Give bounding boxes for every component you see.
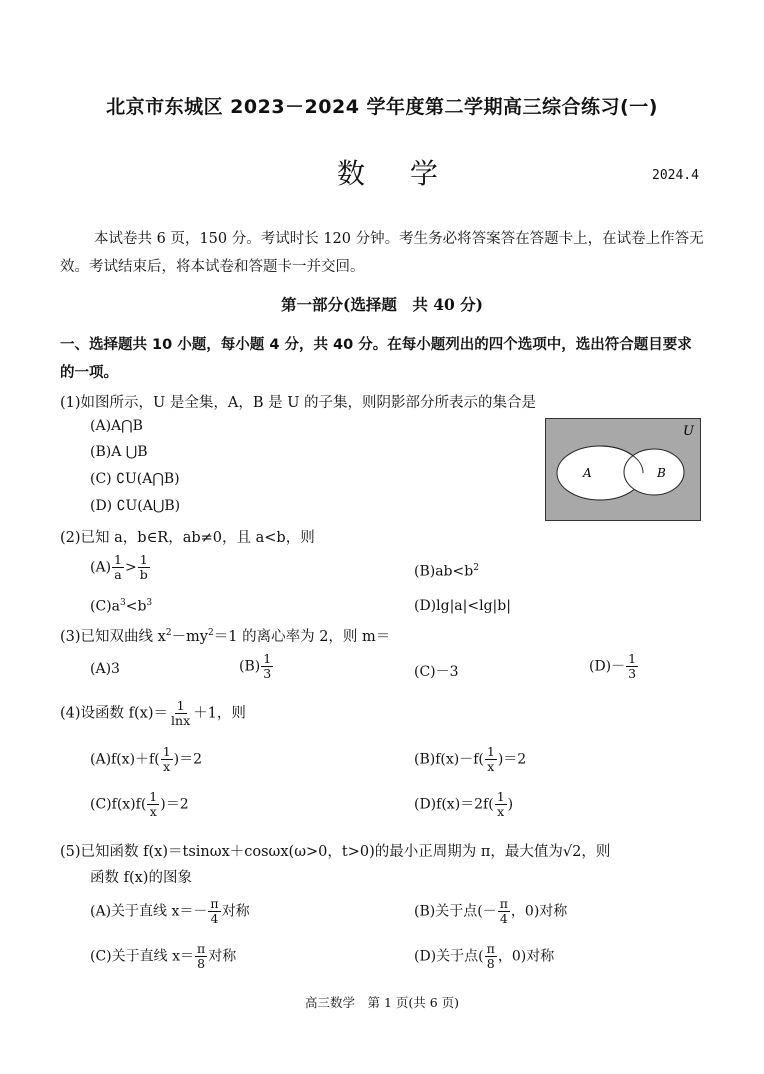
q2-option-a: (A) $\frac{1}{a}$ > $\frac{1}{b}$ [90,552,148,582]
q1-option-d: (D) ∁U(A⋃B) [90,498,181,514]
q4-stem: (4)设函数 f(x)＝ $\frac{1}{\ln x}$ ＋1，则 [60,698,246,728]
q4-option-b: (B)f(x)－f( $\frac{1}{x}$ )＝2 [414,744,527,774]
page-footer: 高三数学 第 1 页(共 6 页) [304,995,460,1010]
q5-option-c: (C)关于直线 x＝ $\frac{\pi}{8}$ 对称 [90,941,237,971]
section-instructions: 一、选择题共 10 小题，每小题 4 分，共 40 分。在每小题列出的四个选项中，选出符合题目要求的一项。 [60,337,692,381]
q5-option-a: (A)关于直线 x＝－ $\frac{\pi}{4}$ 对称 [90,896,250,926]
q2-option-b: $(B)ab<b^2$ [414,563,479,580]
q5-option-b: (B)关于点(－ $\frac{\pi}{4}$ ，0)对称 [414,896,568,926]
q3-option-d: (D)－ $\frac{1}{3}$ [589,651,637,681]
venn-svg [546,419,700,520]
q1-option-c: (C) ∁U(A⋂B) [90,471,180,487]
q5-stem-line1: (5)已知函数 f(x)＝tsinωx＋cosωx(ω>0，t>0)的最小正周期为 π，最大值为√2，则 [60,844,611,860]
q3-option-b: (B) $\frac{1}{3}$ [239,651,272,681]
exam-date: 2024.4 [652,168,699,183]
exam-title: 北京市东城区 2023－2024 学年度第二学期高三综合练习(一) [106,96,658,118]
q4-option-a: (A)f(x)＋f( $\frac{1}{x}$ )＝2 [90,744,203,774]
q1-option-a: (A)A⋂B [90,418,143,434]
part-heading: 第一部分(选择题 共 40 分) [280,295,484,314]
q5-option-d: (D)关于点( $\frac{\pi}{8}$ ，0)对称 [414,941,555,971]
subject-title: 数 学 [337,157,456,190]
q3-stem: (3)已知双曲线 $x^2-my^2=1$ 的离心率为 2，则 m＝ [60,628,391,645]
q2-stem: (2)已知 a，b∈R，ab≠0，且 a<b，则 [60,530,315,546]
q4-option-c: (C)f(x)f( $\frac{1}{x}$ )＝2 [90,789,189,819]
q5-stem-line2: 函数 f(x)的图象 [90,870,192,886]
q3-option-a: (A)3 [90,661,120,677]
q1-option-b: (B)A ⋃B [90,444,148,460]
q4-option-d: (D)f(x)＝2f( $\frac{1}{x}$ ) [414,789,514,819]
venn-diagram [545,418,701,521]
venn-label-a: A [583,466,592,480]
q2-option-c: $(C)a^3<b^3$ [90,598,153,615]
venn-label-u: U [683,424,694,439]
venn-label-b: B [657,466,666,480]
q1-stem: (1)如图所示，U 是全集，A，B 是 U 的子集，则阴影部分所表示的集合是 [60,395,537,411]
q2-option-d: (D)lg|a|<lg|b| [414,598,511,614]
exam-instructions: 本试卷共 6 页，150 分。考试时长 120 分钟。考生务必将答案答在答题卡上，在试卷上作答无效。考试结束后，将本试卷和答题卡一并交回。 [60,231,704,275]
q3-option-c: (C)－3 [414,664,459,680]
